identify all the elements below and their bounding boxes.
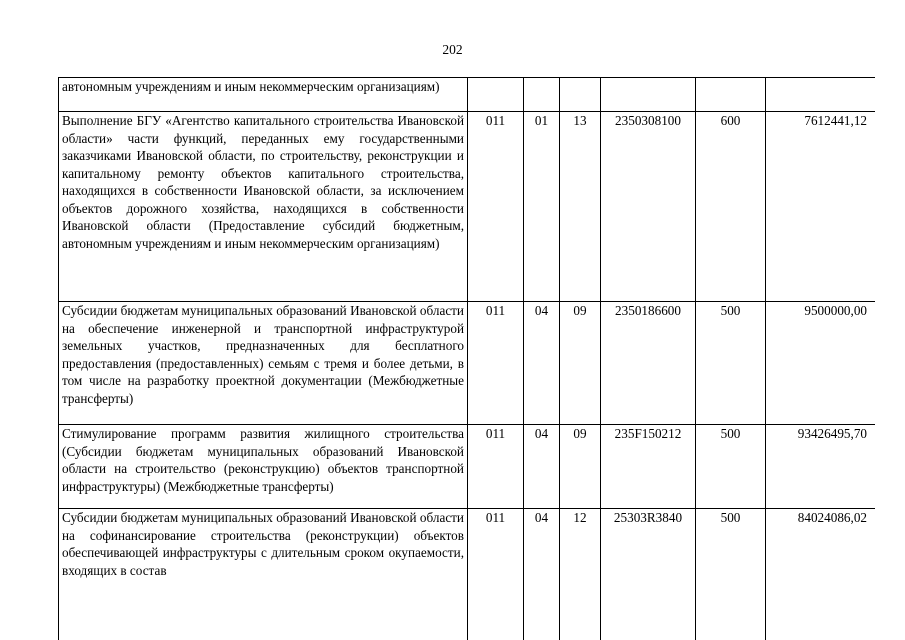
expense-type-code <box>696 78 766 112</box>
section-code: 04 <box>524 509 560 640</box>
subsection-code: 09 <box>560 425 601 509</box>
subsection-code: 09 <box>560 302 601 425</box>
ministry-code: 011 <box>468 509 524 640</box>
table-row <box>59 425 876 509</box>
table-row <box>59 509 876 640</box>
expense-type-code: 600 <box>696 112 766 302</box>
target-article-code: 25303R3840 <box>601 509 696 640</box>
target-article-code: 2350186600 <box>601 302 696 425</box>
subsection-code: 13 <box>560 112 601 302</box>
ministry-code: 011 <box>468 112 524 302</box>
amount-value: 9500000,00 <box>766 302 876 425</box>
subsection-code: 12 <box>560 509 601 640</box>
expense-type-code: 500 <box>696 509 766 640</box>
page-number: 202 <box>442 42 463 57</box>
amount-value <box>766 78 876 112</box>
row-description: Субсидии бюджетам муниципальных образований Ивановской области на обеспечение инженерной и транспортной инфраструктурой земельных участков, предназначенных для бесплатного предоставления (предоставленных) семьям с тремя и более детьми, в том числе на разработку проектной документации (Межбюджетные трансферты) <box>59 302 468 425</box>
ministry-code <box>468 78 524 112</box>
target-article-code: 235F150212 <box>601 425 696 509</box>
section-code: 04 <box>524 302 560 425</box>
row-description: Субсидии бюджетам муниципальных образований Ивановской области на софинансирование строительства (реконструкции) объектов обеспечивающей инфраструктуры с длительным сроком окупаемости, входящих в состав <box>59 509 468 640</box>
table-row <box>59 112 876 302</box>
amount-value: 93426495,70 <box>766 425 876 509</box>
target-article-code: 2350308100 <box>601 112 696 302</box>
section-code: 01 <box>524 112 560 302</box>
expense-type-code: 500 <box>696 425 766 509</box>
budget-table-container <box>58 77 875 640</box>
ministry-code: 011 <box>468 302 524 425</box>
amount-value: 84024086,02 <box>766 509 876 640</box>
target-article-code <box>601 78 696 112</box>
subsection-code <box>560 78 601 112</box>
amount-value: 7612441,12 <box>766 112 876 302</box>
table-row <box>59 78 876 112</box>
row-description: Выполнение БГУ «Агентство капитального строительства Ивановской области» части функций, переданных ему государственными заказчиками Ивановской области, по строительству, реконструкции и капитальному ремонту объектов капитального строительства, находящихся в собственности Ивановской области, за исключением объектов дорожного хозяйства, находящихся в собственности Ивановской области (Предоставление субсидий бюджетным, автономным учреждениям и иным некоммерческим организациям) <box>59 112 468 302</box>
section-code: 04 <box>524 425 560 509</box>
expense-type-code: 500 <box>696 302 766 425</box>
row-description: Стимулирование программ развития жилищного строительства (Субсидии бюджетам муниципальных образований Ивановской области на строительство (реконструкцию) объектов транспортной инфраструктуры) (Межбюджетные трансферты) <box>59 425 468 509</box>
budget-table <box>58 77 875 640</box>
row-description: автономным учреждениям и иным некоммерческим организациям) <box>59 78 468 112</box>
section-code <box>524 78 560 112</box>
budget-table-body <box>59 78 876 640</box>
table-row <box>59 302 876 425</box>
ministry-code: 011 <box>468 425 524 509</box>
